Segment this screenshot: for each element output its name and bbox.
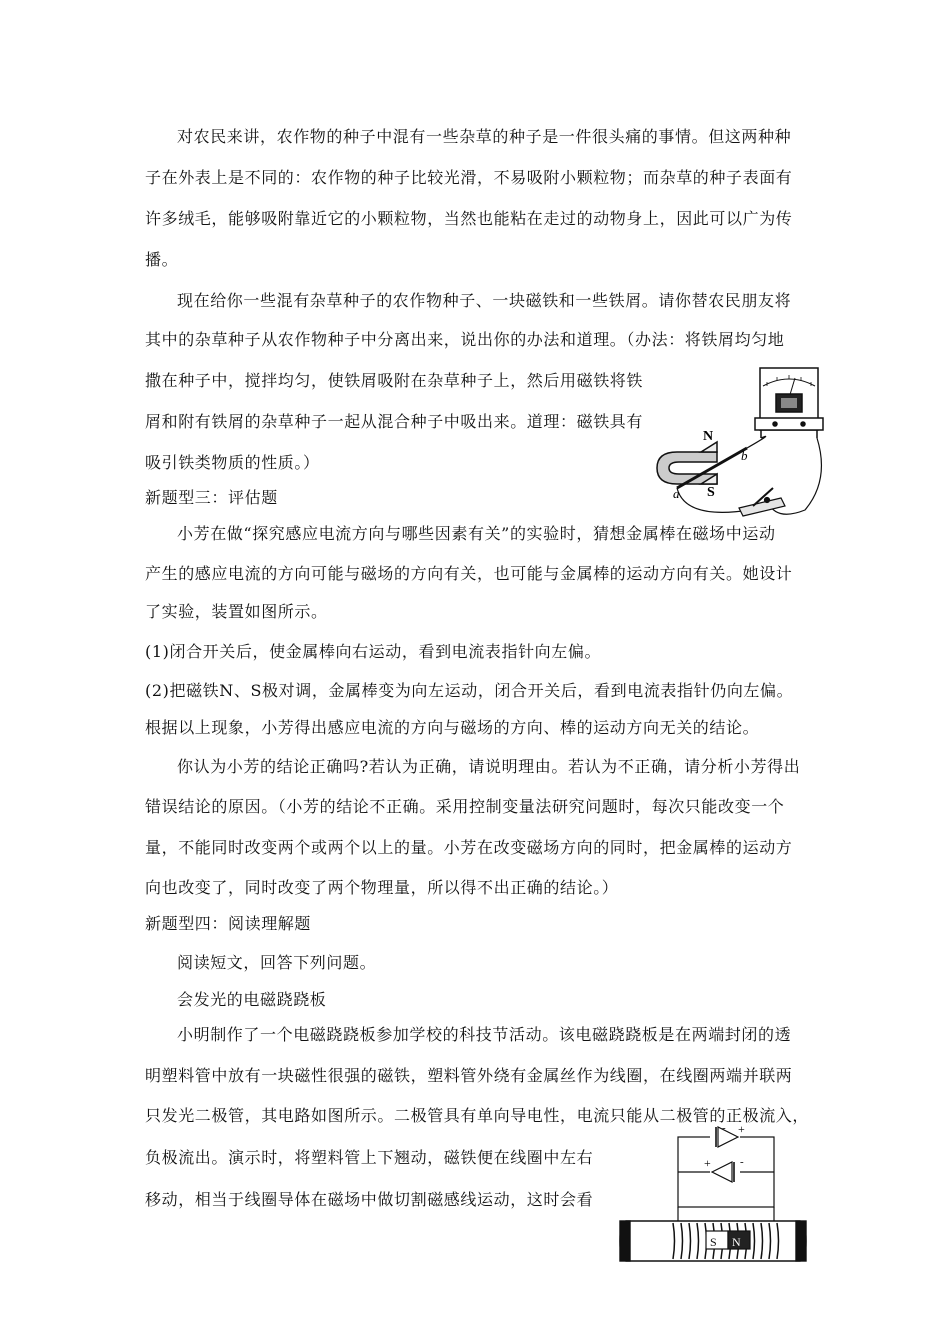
paragraph-line: 许多绒毛，能够吸附靠近它的小颗粒物，当然也能粘在走过的动物身上，因此可以广为传 [145, 209, 793, 228]
paragraph-line: 产生的感应电流的方向可能与磁场的方向有关，也可能与金属棒的运动方向有关。她设计 [145, 564, 793, 583]
paragraph-line: 吸引铁类物质的性质。） [145, 453, 320, 472]
switch-icon [739, 488, 785, 516]
rod-end-b-label: b [741, 448, 748, 463]
diode-icon [710, 1162, 740, 1182]
horseshoe-magnet-icon [657, 442, 717, 484]
magnet-n-label: N [703, 429, 714, 444]
paragraph-line: 移动，相当于线圈导体在磁场中做切割磁感线运动，这时会看 [145, 1190, 594, 1209]
conclusion-line: 根据以上现象，小芳得出感应电流的方向与磁场的方向、棒的运动方向无关的结论。 [145, 718, 760, 737]
step-line: (2)把磁铁N、S极对调，金属棒变为向左运动，闭合开关后，看到电流表指针仍向左偏。 [145, 681, 794, 700]
magnet-s-label: S [707, 485, 715, 500]
diode-plus-label: + [738, 1125, 745, 1136]
paragraph-line: 小明制作了一个电磁跷跷板参加学校的科技节活动。该电磁跷跷板是在两端封闭的透 [177, 1025, 792, 1044]
paragraph-line: 错误结论的原因。（小芳的结论不正确。采用控制变量法研究问题时，每次只能改变一个 [145, 797, 785, 816]
paragraph-line: 播。 [145, 250, 179, 269]
diode-minus-label: - [722, 1125, 726, 1134]
section-heading: 新题型三：评估题 [145, 488, 278, 507]
paragraph-line: 子在外表上是不同的：农作物的种子比较光滑，不易吸附小颗粒物；而杂草的种子表面有 [145, 168, 793, 187]
paragraph-line: 负极流出。演示时，将塑料管上下翘动，磁铁便在线圈中左右 [145, 1148, 594, 1167]
paragraph-line: 屑和附有铁屑的杂草种子一起从混合种子中吸出来。道理：磁铁具有 [145, 412, 644, 431]
induction-experiment-figure [655, 360, 835, 525]
section-heading: 新题型四：阅读理解题 [145, 914, 312, 933]
article-title: 会发光的电磁跷跷板 [177, 990, 327, 1009]
diode-minus-label: - [740, 1156, 744, 1168]
paragraph-line: 阅读短文，回答下列问题。 [177, 953, 377, 972]
paragraph-line: 你认为小芳的结论正确吗?若认为正确，请说明理由。若认为不正确，请分析小芳得出 [177, 757, 801, 776]
paragraph-line: 只发光二极管，其电路如图所示。二极管具有单向导电性，电流只能从二极管的正极流入， [145, 1106, 810, 1125]
paragraph-line: 小芳在做“探究感应电流方向与哪些因素有关”的实验时，猜想金属棒在磁场中运动 [177, 524, 776, 543]
rod-end-a-label: a [673, 486, 680, 501]
paragraph-line: 其中的杂草种子从农作物种子中分离出来，说出你的办法和道理。（办法：将铁屑均匀地 [145, 330, 785, 349]
magnet-n-label: N [732, 1235, 741, 1249]
diode-plus-label: + [704, 1156, 711, 1170]
galvanometer-icon [755, 368, 823, 438]
seesaw-circuit-figure [618, 1125, 808, 1265]
paragraph-line: 向也改变了，同时改变了两个物理量，所以得不出正确的结论。） [145, 878, 619, 897]
paragraph-line: 撒在种子中，搅拌均匀，使铁屑吸附在杂草种子上，然后用磁铁将铁 [145, 371, 644, 390]
paragraph-line: 量，不能同时改变两个或两个以上的量。小芳在改变磁场方向的同时，把金属棒的运动方 [145, 838, 793, 857]
paragraph-line: 了实验，装置如图所示。 [145, 602, 328, 621]
step-line: (1)闭合开关后，使金属棒向右运动，看到电流表指针向左偏。 [145, 642, 602, 661]
paragraph-line: 明塑料管中放有一块磁性很强的磁铁，塑料管外绕有金属丝作为线圈，在线圈两端并联两 [145, 1066, 793, 1085]
magnet-s-label: S [710, 1235, 717, 1249]
paragraph-line: 现在给你一些混有杂草种子的农作物种子、一块磁铁和一些铁屑。请你替农民朋友将 [177, 291, 792, 310]
paragraph-line: 对农民来讲，农作物的种子中混有一些杂草的种子是一件很头痛的事情。但这两种种 [177, 127, 792, 146]
